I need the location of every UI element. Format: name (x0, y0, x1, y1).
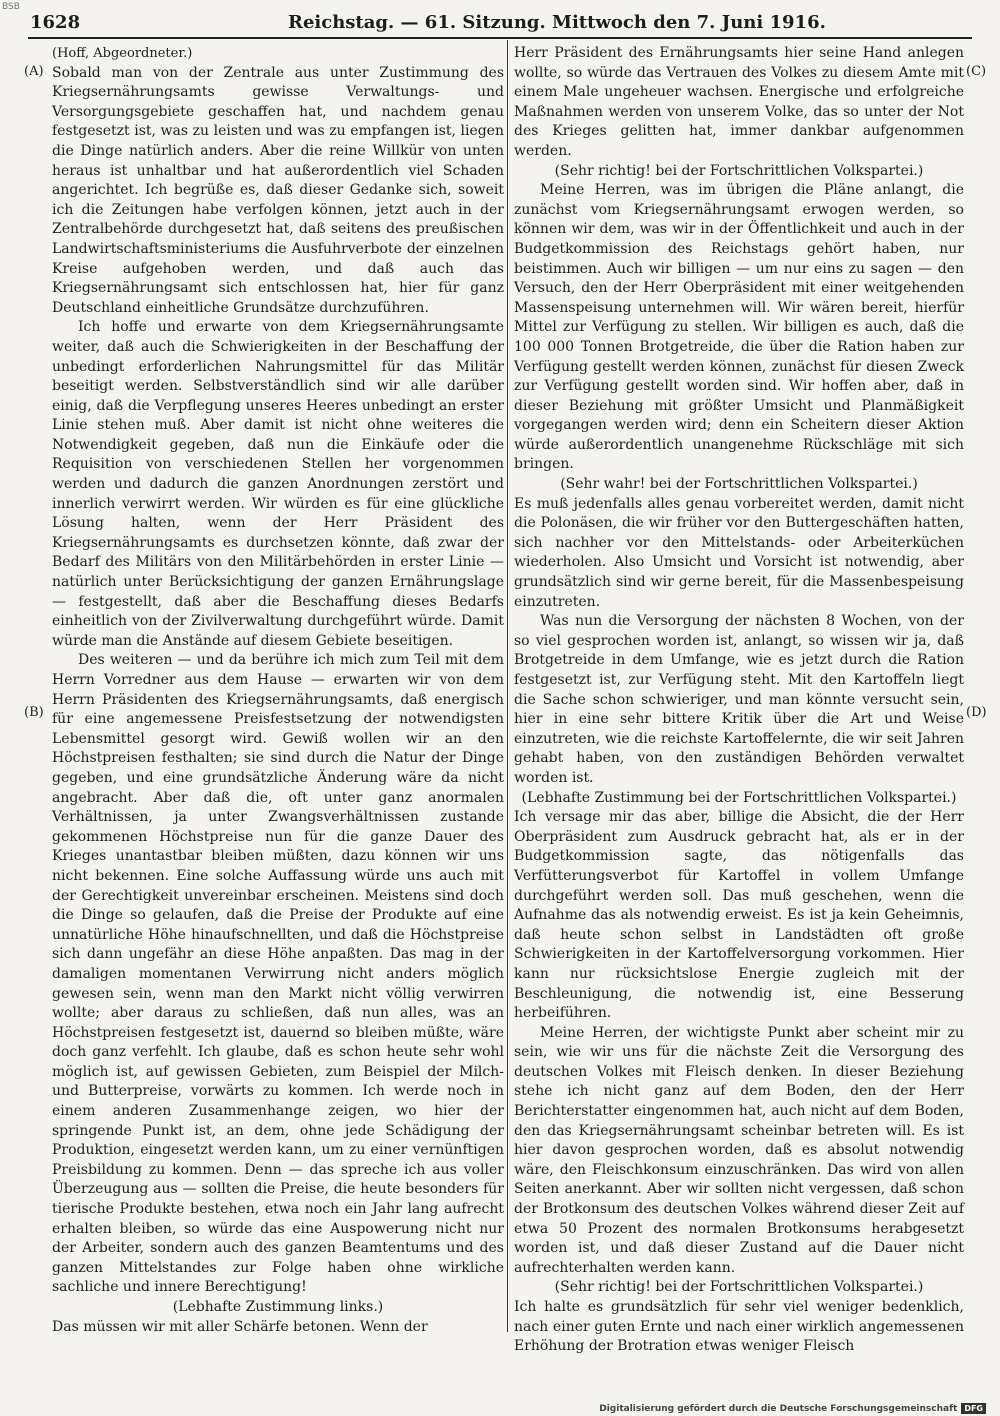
footer-text: Digitalisierung gefördert durch die Deutsche Forschungsgemeinschaft (599, 1403, 958, 1414)
paragraph: Ich halte es grundsätzlich für sehr viel weniger bedenklich, nach einer guten Ernte und nach einer wirklich angemessenen Erhöhung der Brotration etwas weniger Fleisch (514, 1299, 964, 1355)
paragraph: Des weiteren — und da berühre ich mich zum Teil mit dem Herrn Vorredner aus dem Hause — erwarten wir von dem Herrn Präsidenten des Kriegsernährungsamts, daß energisch für eine angemessene Preisfestsetzung der notwendigsten Lebensmittel gesorgt wird. Gewiß wollen wir an den Höchstpreisen festhalten; sie sind durch die Natur der Dinge gegeben, und eine grundsätzliche Änderung wäre da nicht angebracht. Aber daß die, oft unter ganz anormalen Verhältnissen, ja unter Zwangsverhältnissen zustande gekommenen Höchstpreise nun für die ganze Dauer des Krieges unantastbar bleiben müßten, dazu können wir uns nicht bekennen. Eine solche Auffassung würde uns auch mit der Gerechtigkeit unvereinbar erscheinen. Meistens sind doch die Dinge so gelaufen, daß die Preise der Produkte auf eine unnatürliche Höhe hinaufschnellten, und daß die Höchstpreise sich dann ungefähr an diese Höhe anpaßten. Das mag in der damaligen momentanen Verwirrung nicht anders möglich gewesen sein, wenn man den Markt nicht völlig verwirren wollte; aber daraus zu schließen, daß nun alles, was an Höchstpreisen festgesetzt ist, dauernd so bleiben müßte, wäre doch ganz verfehlt. Ich glaube, daß es schon heute sehr wohl möglich ist, auf gewissen Gebieten, zum Beispiel der Milch- und Butterpreise, vorwärts zu kommen. Ich werde noch in einem anderen Zusammenhange zeigen, wo hier der springende Punkt ist, an dem, ohne jede Schädigung der Produktion, eingesetzt werden kann, um zu einer vernünftigen Preisbildung zu kommen. Denn — das spreche ich aus voller Überzeugung aus — sollten die Preise, die heute besonders für tierische Produkte bestehen, etwa noch ein Jahr lang aufrecht erhalten bleiben, so würde das eine Auspowerung nicht nur der Arbeiter, sondern auch des ganzen Beamtentums und des ganzen Mittelstandes zur Folge haben ohne wirkliche sachliche und innere Berechtigung! (52, 652, 504, 1296)
dfg-logo: DFG (961, 1403, 986, 1414)
column-divider (507, 40, 508, 1332)
interjection: (Sehr richtig! bei der Fortschrittlichen Volkspartei.) (554, 1279, 924, 1296)
paragraph: Es muß jedenfalls alles genau vorbereitet werden, damit nicht die Polonäsen, die wir früher vor den Buttergeschäften hatten, sich nachher vor den Mittelstands- oder Arbeiterküchen wiederholen. Also Umsicht und Vorsicht ist notwendig, aber grundsätzlich sind wir gerne bereit, für die Massenbespeisung einzutreten. (514, 495, 964, 610)
margin-marker-b: (B) (24, 705, 44, 720)
page-header (30, 12, 970, 34)
paragraph: Was nun die Versorgung der nächsten 8 Wochen, von der so viel gesprochen worden ist, anlangt, so wissen wir ja, daß Brotgetreide in dem Umfange, wie es jetzt durch die Ration festgesetzt ist, zur Verfügung steht. Mit den Kartoffeln liegt die Sache schon schwieriger, und man könnte versucht sein, hier in eine sehr bittere Kritik über die Art und Weise einzutreten, wie die reichste Kartoffelernte, die wir seit Jahren gehabt haben, von den zuständigen Behörden verwaltet worden ist. (514, 613, 964, 786)
paragraph: Sobald man von der Zentrale aus unter Zustimmung des Kriegsernährungsamts gewisse Verwaltungs- und Versorgungsgebiete geschaffen hat, und nachdem genau festgesetzt ist, was zu leisten und was zu empfangen ist, liegen die Dinge natürlich anders. Aber die reine Willkür von unten heraus ist unhaltbar und hat außerordentlich viel Schaden angerichtet. Ich begrüße es, daß dieser Gedanke sich, soweit ich die Zeitungen habe verfolgen können, jetzt auch in der Zentralbehörde durchgesetzt hat, daß seitens des preußischen Landwirtschaftsministeriums die Ausfuhrverbote der einzelnen Kreise aufgehoben werden, und daß auch das Kriegsernährungsamt sich entschlossen hat, hier für ganz Deutschland einheitliche Grundsätze durchzuführen. (52, 64, 504, 316)
paragraph: Ich hoffe und erwarte von dem Kriegsernährungsamte weiter, daß auch die Schwierigkeiten in der Beschaffung der unbedingt erforderlichen Nahrungsmittel für das Militär beseitigt werden. Selbstverständlich sind wir alle darüber einig, daß die Verpflegung unseres Heeres unbedingt an erster Linie stehen muß. Aber damit ist nicht ohne weiteres die Notwendigkeit gegeben, daß nun die Einkäufe oder die Requisition von verschiedenen Stellen her vorgenommen werden und dadurch die ganzen Anordnungen zerstört und innerlich verwirrt werden. Wir würden es für eine glückliche Lösung halten, wenn der Herr Präsident des Kriegsernährungsamts es durchsetzen könnte, daß zwar der Bedarf des Militärs von den Militärbehörden in erster Linie — natürlich unter Berücksichtigung der ganzen Ernährungslage — festgestellt, daß aber die Beschaffung dieses Bedarfs einheitlich von der Zivilverwaltung durchgeführt würde. Damit würde man die Anstände auf diesem Gebiete beseitigen. (52, 319, 504, 649)
paragraph: Herr Präsident des Ernährungsamts hier seine Hand anlegen wollte, so würde das Vertrauen des Volkes zu diesem Amte mit einem Male ungeheuer wachsen. Energische und erfolgreiche Maßnahmen werden von unserem Volke, das so unter der Not des Krieges gelitten hat, immer dankbar aufgenommen werden. (514, 45, 964, 159)
paragraph: Meine Herren, was im übrigen die Pläne anlangt, die zunächst vom Kriegsernährungsamt erwogen werden, so können wir dem, was wir in der Öffentlichkeit und auch in der Budgetkommission des Reichstags gehört haben, nur beistimmen. Auch wir billigen — um nur eins zu sagen — den Versuch, den der Herr Oberpräsident mit einer weitgehenden Massenspeisung unternehmen will. Wir wären bereit, hierfür Mittel zur Verfügung zu stellen. Wir billigen es auch, daß die 100 000 Tonnen Brotgetreide, die über die Ration haben zur Verfügung gestellt werden können, zunächst für diesen Zweck zur Verfügung gestellt worden sind. Wir hoffen aber, daß in dieser Beziehung mit größter Umsicht und Planmäßigkeit vorgegangen werden wird; denn ein Scheitern dieser Aktion würde außerordentlich unangenehme Rückschläge mit sich bringen. (514, 182, 964, 473)
margin-marker-a: (A) (24, 64, 44, 79)
session-title: Reichstag. — 61. Sitzung. Mittwoch den 7. Juni 1916. (288, 12, 826, 33)
interjection: (Sehr richtig! bei der Fortschrittlichen Volkspartei.) (554, 162, 924, 179)
paragraph: Meine Herren, der wichtigste Punkt aber scheint mir zu sein, wie wir uns für die nächste Zeit die Versorgung des deutschen Volkes mit Fleisch denken. In dieser Beziehung stehe ich nicht ganz auf dem Boden, den der Herr Berichterstatter eingenommen hat, auch nicht auf dem Boden, den das Kriegsernährungsamt scheinbar betreten will. Es ist hier davon gesprochen worden, daß es absolut notwendig wäre, den Fleischkonsum einzuschränken. Das wird von allen Seiten anerkannt. Aber wir sollten nicht vergessen, daß schon der Brotkonsum des deutschen Volkes während dieser Zeit auf etwa 50 Prozent des normalen Brotkonsums herabgesetzt worden ist, und daß dieser Zustand auf die Dauer nicht aufrechterhalten werden kann. (514, 1024, 964, 1276)
library-mark: BSB (2, 2, 20, 12)
interjection: (Sehr wahr! bei der Fortschrittlichen Volkspartei.) (560, 476, 918, 493)
margin-marker-c: (C) (966, 64, 987, 79)
header-rule (28, 37, 972, 39)
left-column (52, 44, 504, 1337)
right-column (514, 44, 964, 1357)
speaker-line: (Hoff, Abgeordneter.) (52, 46, 193, 61)
paragraph: Das müssen wir mit aller Schärfe betonen. Wenn der (52, 1318, 428, 1335)
digitization-footer (599, 1403, 986, 1414)
interjection: (Lebhafte Zustimmung bei der Fortschrittlichen Volkspartei.) (521, 789, 957, 806)
page-number: 1628 (30, 12, 81, 33)
paragraph: Ich versage mir das aber, billige die Absicht, die der Herr Oberpräsident zum Ausdruck gebracht hat, als er in der Budgetkommission sagte, das nötigenfalls das Verfütterungsverbot für Kartoffel in vollem Umfange durchgeführt werden soll. Das muß geschehen, wenn die Aufnahme das als notwendig erweist. Es ist ja kein Geheimnis, daß heute schon selbst in Landstädten oft große Schwierigkeiten in der Kartoffelversorgung vorkommen. Hier kann nur rücksichtslose Energie zugleich mit der Beschleunigung, die notwendig ist, eine Besserung herbeiführen. (514, 809, 964, 1022)
margin-marker-d: (D) (966, 705, 987, 720)
interjection: (Lebhafte Zustimmung links.) (172, 1299, 384, 1315)
